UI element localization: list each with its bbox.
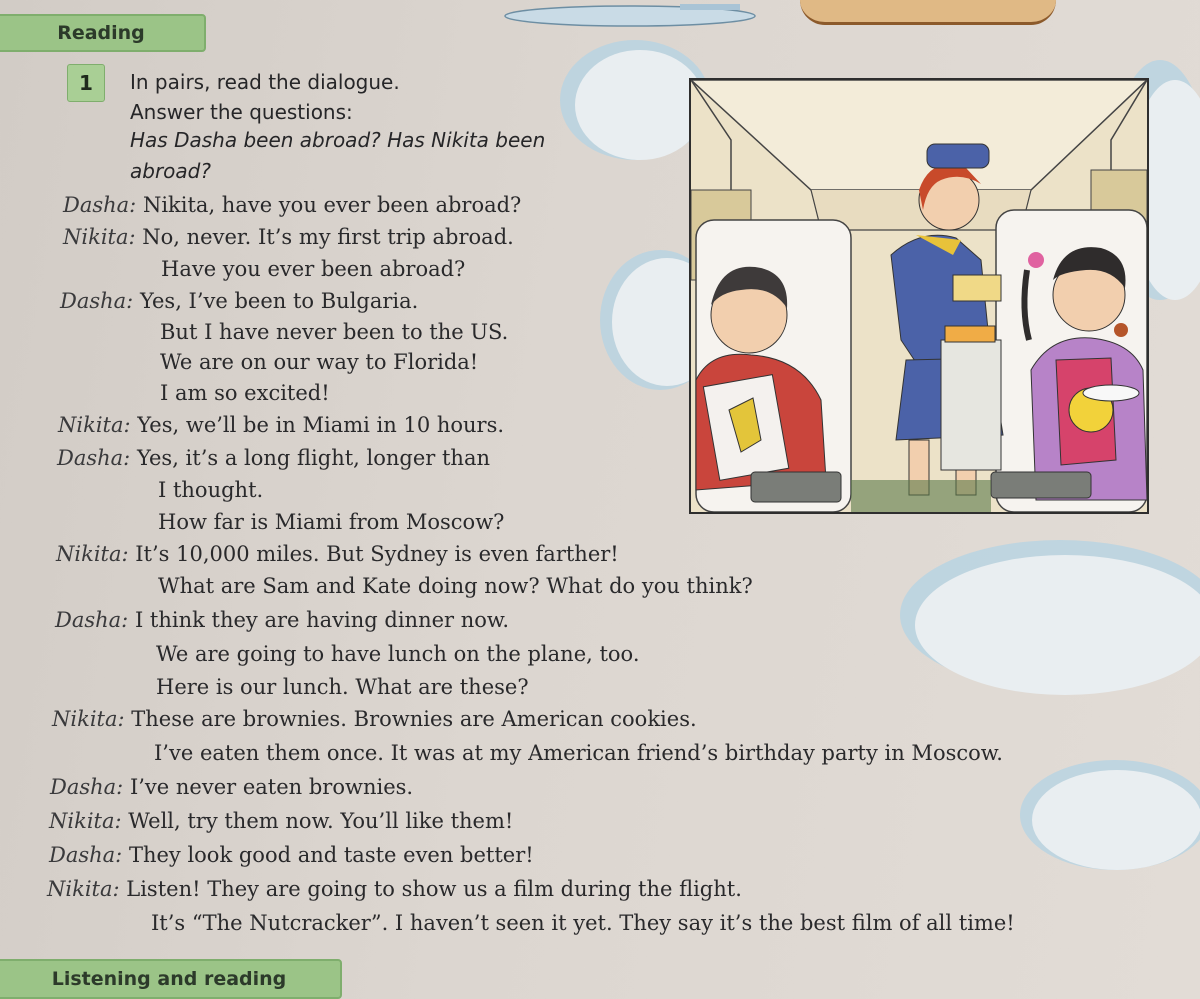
dialogue-line: [63, 193, 521, 217]
line-text: I am so excited!: [160, 381, 330, 405]
line-text: It’s 10,000 miles. But Sydney is even farther!: [135, 542, 619, 566]
line-text: Well, try them now. You’ll like them!: [128, 809, 514, 833]
line-text: Here is our lunch. What are these?: [156, 675, 529, 699]
speaker-name: Nikita:: [63, 225, 136, 249]
task-question: Has Dasha been abroad? Has Nikita been: [130, 128, 546, 152]
top-decoration: [800, 0, 1056, 25]
dialogue-line: [52, 707, 697, 731]
speaker-name: Nikita:: [58, 413, 131, 437]
task-instruction: Answer the questions:: [130, 100, 353, 124]
speaker-name: Nikita:: [56, 542, 129, 566]
line-text: How far is Miami from Moscow?: [158, 510, 505, 534]
cloud-decoration: [1032, 770, 1200, 870]
speaker-name: Dasha:: [60, 289, 134, 313]
dialogue-line: [160, 381, 330, 405]
speaker-name: Dasha:: [55, 608, 129, 632]
line-text: Nikita, have you ever been abroad?: [142, 193, 522, 217]
speaker-name: Nikita:: [49, 809, 122, 833]
dialogue-line: [154, 741, 1003, 765]
dialogue-line: [160, 350, 478, 374]
task-question: abroad?: [130, 159, 211, 183]
speaker-name: Nikita:: [52, 707, 125, 731]
dialogue-line: [60, 289, 418, 313]
dialogue-line: [63, 225, 514, 249]
line-text: Have you ever been abroad?: [161, 257, 466, 281]
line-text: Listen! They are going to show us a film during the flight.: [126, 877, 742, 901]
dialogue-line: [158, 574, 753, 598]
dialogue-line: [160, 320, 508, 344]
dialogue-line: [158, 510, 504, 534]
dialogue-line: [158, 478, 263, 502]
speaker-name: Dasha:: [49, 843, 123, 867]
dialogue-line: [47, 877, 742, 901]
section-heading-reading: Reading: [0, 14, 206, 52]
dialogue-line: [57, 446, 490, 470]
line-text: Yes, we’ll be in Miami in 10 hours.: [137, 413, 505, 437]
cloud-decoration: [915, 555, 1200, 695]
dialogue-line: [56, 542, 619, 566]
line-text: Yes, it’s a long flight, longer than: [136, 446, 490, 470]
speaker-name: Nikita:: [47, 877, 120, 901]
line-text: I thought.: [158, 478, 264, 502]
cabin-illustration: [689, 78, 1149, 514]
dialogue-line: [156, 675, 529, 699]
speaker-name: Dasha:: [50, 775, 124, 799]
line-text: No, never. It’s my first trip abroad.: [142, 225, 514, 249]
line-text: Yes, I’ve been to Bulgaria.: [139, 289, 419, 313]
dialogue-line: [49, 843, 534, 867]
line-text: What are Sam and Kate doing now? What do you think?: [158, 574, 753, 598]
line-text: I’ve never eaten brownies.: [129, 775, 414, 799]
dialogue-line: [161, 257, 465, 281]
airplane-decoration: [500, 0, 760, 38]
line-text: We are on our way to Florida!: [160, 350, 479, 374]
dialogue-line: [55, 608, 509, 632]
line-text: I’ve eaten them once. It was at my American friend’s birthday party in Moscow.: [154, 741, 1003, 765]
line-text: They look good and taste even better!: [128, 843, 534, 867]
line-text: It’s “The Nutcracker”. I haven’t seen it yet. They say it’s the best film of all time!: [151, 911, 1015, 935]
dialogue-line: [58, 413, 504, 437]
dialogue-line: [151, 911, 1015, 935]
line-text: But I have never been to the US.: [160, 320, 509, 344]
line-text: These are brownies. Brownies are American cookies.: [131, 707, 697, 731]
line-text: I think they are having dinner now.: [134, 608, 510, 632]
cloud-decoration: [575, 50, 705, 160]
line-text: We are going to have lunch on the plane, too.: [156, 642, 640, 666]
speaker-name: Dasha:: [63, 193, 137, 217]
section-heading-listening-and-reading: Listening and reading: [0, 959, 342, 999]
speaker-name: Dasha:: [57, 446, 131, 470]
dialogue-line: [49, 809, 513, 833]
dialogue-line: [156, 642, 640, 666]
task-instruction: In pairs, read the dialogue.: [130, 70, 400, 94]
dialogue-line: [50, 775, 413, 799]
task-number: 1: [67, 64, 105, 102]
